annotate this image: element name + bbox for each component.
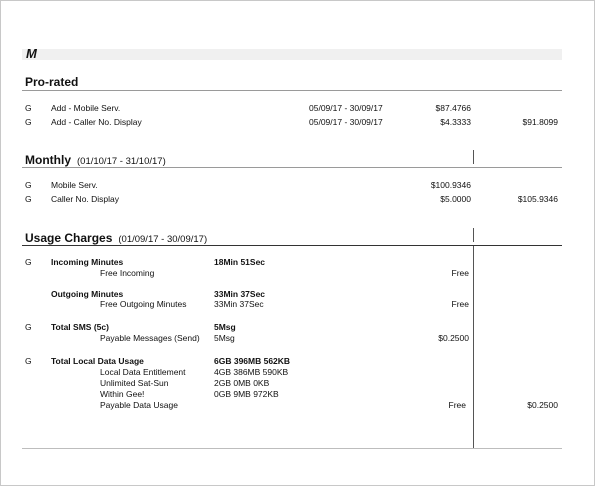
- monthly-total: $105.9346: [517, 194, 558, 204]
- usage-incoming-title: Incoming Minutes: [51, 257, 124, 267]
- usage-data-line-value: 4GB 386MB 590KB: [214, 367, 289, 377]
- monthly-period: (01/10/17 - 31/10/17): [77, 156, 166, 167]
- usage-sms-amount: $0.2500: [438, 333, 469, 343]
- usage-sms-value: 5Msg: [214, 322, 236, 332]
- column-separator: [473, 246, 474, 448]
- column-separator: [473, 150, 474, 164]
- prorated-row-code: G: [25, 103, 32, 113]
- usage-period: (01/09/17 - 30/09/17): [118, 234, 208, 245]
- prorated-row-amount: $4.3333: [440, 117, 471, 127]
- header-letter: M: [26, 46, 37, 61]
- usage-outgoing-title: Outgoing Minutes: [51, 289, 124, 299]
- usage-incoming-amount: Free: [451, 268, 469, 278]
- monthly-heading: [25, 153, 166, 167]
- prorated-row-code: G: [25, 117, 32, 127]
- prorated-row-period: 05/09/17 - 30/09/17: [309, 103, 383, 113]
- usage-outgoing-sub-value: 33Min 37Sec: [214, 299, 264, 309]
- prorated-heading: Pro-rated: [25, 75, 79, 89]
- monthly-row-desc: Caller No. Display: [51, 194, 120, 204]
- usage-data-line-label: Local Data Entitlement: [100, 367, 186, 377]
- prorated-row-period: 05/09/17 - 30/09/17: [309, 117, 383, 127]
- prorated-total: $91.8099: [522, 117, 558, 127]
- usage-data-line-value: 0GB 9MB 972KB: [214, 389, 279, 399]
- prorated-divider: [22, 90, 562, 91]
- column-separator: [473, 228, 474, 242]
- usage-data-value: 6GB 396MB 562KB: [214, 356, 291, 366]
- monthly-heading-text: Monthly: [25, 153, 71, 167]
- usage-total: $0.2500: [527, 400, 558, 410]
- monthly-row-amount: $100.9346: [430, 180, 471, 190]
- usage-data-line-label: Unlimited Sat-Sun: [100, 378, 169, 388]
- usage-divider: [22, 245, 562, 246]
- usage-incoming-code: G: [25, 257, 32, 267]
- usage-outgoing-amount: Free: [451, 299, 469, 309]
- prorated-row-desc: Add - Mobile Serv.: [51, 103, 121, 113]
- monthly-row-amount: $5.0000: [440, 194, 471, 204]
- usage-sms-title: Total SMS (5c): [51, 322, 109, 332]
- usage-heading: [25, 231, 207, 245]
- usage-data-code: G: [25, 356, 32, 366]
- usage-sms-sub-label: Payable Messages (Send): [100, 333, 200, 343]
- prorated-row-desc: Add - Caller No. Display: [51, 117, 142, 127]
- usage-outgoing-value: 33Min 37Sec: [214, 289, 266, 299]
- monthly-row-code: G: [25, 194, 32, 204]
- usage-data-line-label: Payable Data Usage: [100, 400, 178, 410]
- usage-data-line-label: Within Gee!: [100, 389, 145, 399]
- usage-data-line-amount: Free: [448, 400, 466, 410]
- header-band: [22, 49, 562, 60]
- bottom-divider: [22, 448, 562, 449]
- usage-sms-code: G: [25, 322, 32, 332]
- usage-incoming-value: 18Min 51Sec: [214, 257, 266, 267]
- prorated-row-amount: $87.4766: [435, 103, 471, 113]
- usage-incoming-sub-label: Free Incoming: [100, 268, 155, 278]
- usage-heading-text: Usage Charges: [25, 231, 113, 245]
- monthly-row-code: G: [25, 180, 32, 190]
- usage-outgoing-sub-label: Free Outgoing Minutes: [100, 299, 187, 309]
- monthly-divider: [22, 167, 562, 168]
- usage-sms-sub-value: 5Msg: [214, 333, 235, 343]
- usage-data-title: Total Local Data Usage: [51, 356, 144, 366]
- usage-data-line-value: 2GB 0MB 0KB: [214, 378, 270, 388]
- monthly-row-desc: Mobile Serv.: [51, 180, 98, 190]
